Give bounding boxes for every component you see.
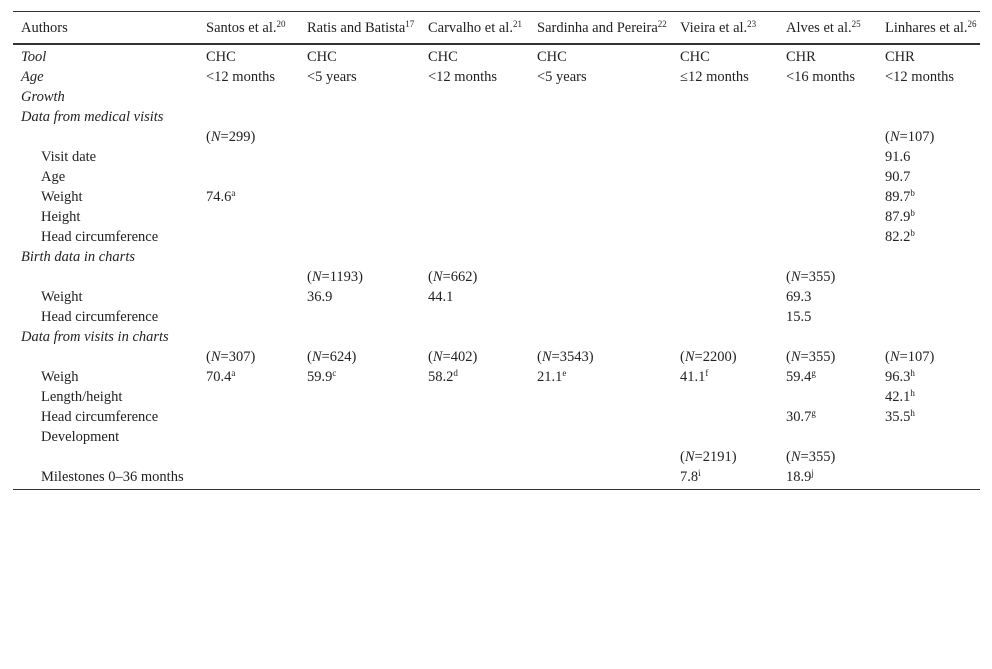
cell-value: 82.2 — [885, 229, 911, 245]
data-table — [13, 11, 980, 490]
footnote-marker: a — [231, 368, 236, 378]
table-row — [13, 227, 980, 247]
table-cell — [877, 407, 980, 427]
table-cell — [420, 247, 529, 267]
table-cell: <16 months — [786, 69, 856, 85]
table-cell — [877, 267, 980, 287]
footnote-marker: a — [231, 188, 236, 198]
cell-value: 21.1 — [537, 369, 563, 385]
table-cell: (N=662) — [428, 269, 478, 285]
table-cell — [198, 407, 299, 427]
table-cell — [198, 467, 299, 490]
table-cell — [529, 227, 672, 247]
section-label: Data from medical visits — [21, 109, 164, 125]
column-header — [778, 12, 877, 45]
row-label: Length/height — [41, 389, 123, 405]
table-cell — [778, 207, 877, 227]
table-cell — [877, 467, 980, 490]
column-author: Linhares et al. — [885, 20, 968, 36]
table-cell — [778, 327, 877, 347]
column-header — [877, 12, 980, 45]
n-label: N — [790, 269, 801, 285]
table-cell — [299, 187, 420, 207]
table-row — [13, 407, 980, 427]
table-cell: (N=624) — [307, 349, 357, 365]
section-label: Growth — [21, 89, 65, 105]
table-row — [13, 447, 980, 467]
table-cell — [672, 427, 778, 447]
table-row — [13, 107, 980, 127]
table-cell — [877, 147, 980, 167]
cell-value: 69.3 — [786, 289, 812, 305]
authors-header: Authors — [13, 12, 198, 45]
table-cell — [529, 307, 672, 327]
sample-size: =1193 — [321, 269, 359, 285]
column-author: Sardinha and Pereira — [537, 20, 658, 36]
table-cell — [198, 107, 299, 127]
table-cell — [877, 367, 980, 387]
table-cell — [198, 447, 299, 467]
table-cell — [529, 247, 672, 267]
table-cell — [877, 107, 980, 127]
table-cell: (N=2200) — [680, 349, 737, 365]
footnote-marker: i — [698, 468, 701, 478]
n-label: N — [790, 349, 801, 365]
cell-value: 42.1 — [885, 389, 911, 405]
row-label: Head circumference — [41, 409, 159, 425]
footnote-marker: h — [910, 388, 915, 398]
table-cell — [778, 247, 877, 267]
table-cell — [672, 147, 778, 167]
column-author: Ratis and Batista — [307, 20, 406, 36]
footnote-marker: f — [705, 368, 709, 378]
table-row — [13, 67, 980, 87]
table-header — [13, 12, 980, 45]
table-cell — [529, 187, 672, 207]
table-cell — [198, 167, 299, 187]
table-body — [13, 44, 980, 490]
table-cell — [420, 167, 529, 187]
table-cell: <12 months — [885, 69, 955, 85]
row-label: Visit date — [41, 149, 97, 165]
table-cell — [198, 207, 299, 227]
table-row — [13, 44, 980, 67]
n-label: N — [432, 269, 443, 285]
table-cell — [672, 247, 778, 267]
table-cell — [529, 107, 672, 127]
table-cell — [420, 367, 529, 387]
table-cell — [877, 247, 980, 267]
table-cell: <5 years — [307, 69, 357, 85]
table-cell — [299, 307, 420, 327]
n-label: N — [311, 349, 322, 365]
table-cell — [299, 247, 420, 267]
table-cell: CHC — [537, 49, 567, 65]
cell-value: 59.4 — [786, 369, 812, 385]
table-cell — [198, 247, 299, 267]
column-author: Santos et al. — [206, 20, 277, 36]
table-row — [13, 347, 980, 367]
n-label: N — [311, 269, 322, 285]
cell-value: 18.9 — [786, 469, 812, 485]
cell-value: 35.5 — [885, 409, 911, 425]
footnote-marker: g — [811, 368, 816, 378]
table-cell — [529, 287, 672, 307]
sample-size: =299 — [220, 129, 251, 145]
sample-size: =107 — [899, 129, 930, 145]
table-cell: CHC — [307, 49, 337, 65]
table-cell — [529, 407, 672, 427]
table-cell — [529, 267, 672, 287]
table-cell — [420, 227, 529, 247]
footnote-marker: b — [910, 228, 915, 238]
table-cell — [877, 87, 980, 107]
table-cell — [877, 327, 980, 347]
table-cell — [420, 207, 529, 227]
table-cell — [299, 367, 420, 387]
table-cell — [420, 147, 529, 167]
cell-value: 58.2 — [428, 369, 454, 385]
table-cell — [877, 387, 980, 407]
table-row — [13, 387, 980, 407]
row-label: Weigh — [41, 369, 79, 385]
column-ref: 20 — [276, 19, 286, 29]
column-author: Carvalho et al. — [428, 20, 513, 36]
table-cell — [778, 127, 877, 147]
row-label — [13, 127, 198, 147]
table-cell — [420, 287, 529, 307]
section-label: Birth data in charts — [21, 249, 135, 265]
table-cell — [299, 287, 420, 307]
table-cell — [198, 147, 299, 167]
table-cell — [529, 327, 672, 347]
table-cell — [877, 427, 980, 447]
table-cell — [529, 127, 672, 147]
table-cell — [672, 287, 778, 307]
table-cell — [299, 407, 420, 427]
table-cell — [198, 87, 299, 107]
table-cell — [529, 427, 672, 447]
n-label: N — [684, 449, 695, 465]
table-row — [13, 327, 980, 347]
cell-value: 41.1 — [680, 369, 706, 385]
table-cell: CHC — [680, 49, 710, 65]
table-cell — [529, 147, 672, 167]
table-cell — [198, 287, 299, 307]
table-cell: CHR — [786, 49, 816, 65]
column-ref: 26 — [967, 19, 977, 29]
table-row — [13, 147, 980, 167]
table-cell — [529, 447, 672, 467]
table-cell — [778, 147, 877, 167]
cell-value: 96.3 — [885, 369, 911, 385]
table-cell — [672, 407, 778, 427]
table-row — [13, 267, 980, 287]
table-cell — [198, 367, 299, 387]
table-cell — [778, 407, 877, 427]
table-row — [13, 307, 980, 327]
table-cell — [529, 367, 672, 387]
table-cell: (N=107) — [885, 349, 935, 365]
table-cell — [778, 227, 877, 247]
table-cell: (N=2191) — [680, 449, 737, 465]
table-row — [13, 287, 980, 307]
n-label: N — [889, 129, 900, 145]
sample-size: =3543 — [551, 349, 589, 365]
table-cell: <5 years — [537, 69, 587, 85]
table-cell — [672, 187, 778, 207]
table-cell — [299, 107, 420, 127]
column-author: Vieira et al. — [680, 20, 748, 36]
cell-value: 44.1 — [428, 289, 454, 305]
table-cell — [877, 167, 980, 187]
table-cell: (N=3543) — [537, 349, 594, 365]
table-cell — [420, 447, 529, 467]
table-cell — [299, 147, 420, 167]
table-cell — [420, 87, 529, 107]
table-cell — [778, 467, 877, 490]
table-cell — [299, 467, 420, 490]
row-label: Age — [41, 169, 66, 185]
footnote-marker: e — [562, 368, 567, 378]
row-label: Weight — [41, 289, 83, 305]
table-row — [13, 467, 980, 490]
table-cell — [778, 387, 877, 407]
table-cell — [299, 327, 420, 347]
sample-size: =307 — [220, 349, 251, 365]
table-cell — [299, 127, 420, 147]
footnote-marker: h — [910, 368, 915, 378]
section-label: Tool — [21, 49, 47, 65]
n-label: N — [790, 449, 801, 465]
table-cell — [198, 427, 299, 447]
table-cell — [672, 367, 778, 387]
table-cell — [672, 87, 778, 107]
column-author: Alves et al. — [786, 20, 852, 36]
table-row — [13, 207, 980, 227]
sample-size: =355 — [800, 269, 831, 285]
table-cell — [778, 87, 877, 107]
column-ref: 17 — [405, 19, 415, 29]
table-cell — [198, 267, 299, 287]
table-cell — [529, 387, 672, 407]
cell-value: 89.7 — [885, 189, 911, 205]
cell-value: 87.9 — [885, 209, 911, 225]
table-cell — [198, 307, 299, 327]
table-cell — [778, 427, 877, 447]
n-label: N — [541, 349, 552, 365]
table-cell — [778, 187, 877, 207]
footnote-marker: d — [453, 368, 458, 378]
sample-size: =624 — [321, 349, 352, 365]
sample-size: =355 — [800, 449, 831, 465]
row-label — [13, 447, 198, 467]
sample-size: =402 — [442, 349, 473, 365]
table-cell — [672, 227, 778, 247]
table-cell — [198, 187, 299, 207]
table-cell — [672, 167, 778, 187]
footnote-marker: g — [811, 408, 816, 418]
table-cell — [299, 167, 420, 187]
table-cell — [672, 387, 778, 407]
table-cell: (N=402) — [428, 349, 478, 365]
table-cell — [299, 427, 420, 447]
table-cell — [299, 207, 420, 227]
cell-value: 91.6 — [885, 149, 911, 165]
table-row — [13, 87, 980, 107]
table-cell — [877, 187, 980, 207]
table-cell — [420, 307, 529, 327]
column-header — [529, 12, 672, 45]
table-cell — [877, 307, 980, 327]
table-cell: (N=1193) — [307, 269, 363, 285]
column-ref: 21 — [512, 19, 522, 29]
header-row — [13, 12, 980, 45]
row-label — [13, 347, 198, 367]
table-cell — [672, 107, 778, 127]
footnote-marker: h — [910, 408, 915, 418]
row-label: Weight — [41, 189, 83, 205]
table-cell — [778, 307, 877, 327]
column-ref: 25 — [851, 19, 861, 29]
table-cell — [198, 227, 299, 247]
footnote-marker: b — [910, 188, 915, 198]
table-cell — [529, 167, 672, 187]
table-row — [13, 187, 980, 207]
table-cell — [778, 367, 877, 387]
sample-size: =662 — [442, 269, 473, 285]
row-label: Head circumference — [41, 229, 159, 245]
cell-value: 30.7 — [786, 409, 812, 425]
table-row — [13, 167, 980, 187]
table-cell: <12 months — [428, 69, 498, 85]
table-row — [13, 127, 980, 147]
n-label: N — [210, 129, 221, 145]
table-cell — [672, 127, 778, 147]
table-cell — [420, 467, 529, 490]
column-header — [420, 12, 529, 45]
table-row — [13, 367, 980, 387]
column-header — [672, 12, 778, 45]
cell-value: 90.7 — [885, 169, 911, 185]
table-cell — [778, 167, 877, 187]
table-cell: (N=107) — [885, 129, 935, 145]
column-ref: 22 — [657, 19, 667, 29]
table-cell — [877, 287, 980, 307]
table-cell — [529, 467, 672, 490]
section-label: Age — [21, 69, 44, 85]
sample-size: =355 — [800, 349, 831, 365]
footnote-marker: j — [811, 468, 814, 478]
table-cell — [877, 227, 980, 247]
table-cell — [877, 207, 980, 227]
cell-value: 7.8 — [680, 469, 699, 485]
row-label: Development — [41, 429, 120, 445]
table-cell — [420, 407, 529, 427]
row-label: Milestones 0–36 months — [13, 467, 198, 490]
table-cell — [778, 287, 877, 307]
column-header — [299, 12, 420, 45]
table-cell: (N=299) — [206, 129, 256, 145]
table-cell: CHR — [885, 49, 915, 65]
table-cell: (N=355) — [786, 269, 836, 285]
table-cell — [529, 207, 672, 227]
table-cell — [672, 327, 778, 347]
n-label: N — [684, 349, 695, 365]
table-cell — [778, 107, 877, 127]
row-label: Head circumference — [41, 309, 159, 325]
table-cell — [420, 327, 529, 347]
table-cell — [299, 87, 420, 107]
column-ref: 23 — [747, 19, 757, 29]
table-cell — [299, 227, 420, 247]
table-cell — [672, 207, 778, 227]
n-label: N — [889, 349, 900, 365]
n-label: N — [432, 349, 443, 365]
table-cell — [299, 447, 420, 467]
table-cell: ≤12 months — [680, 69, 749, 85]
table-cell — [672, 467, 778, 490]
column-header — [198, 12, 299, 45]
table-cell — [198, 387, 299, 407]
table-cell — [420, 427, 529, 447]
table-cell: CHC — [206, 49, 236, 65]
cell-value: 59.9 — [307, 369, 333, 385]
sample-size: =2200 — [694, 349, 732, 365]
table-cell — [299, 387, 420, 407]
cell-value: 15.5 — [786, 309, 812, 325]
section-label: Data from visits in charts — [21, 329, 169, 345]
table-cell — [420, 127, 529, 147]
table-cell: (N=307) — [206, 349, 256, 365]
table-cell — [420, 387, 529, 407]
table-cell: CHC — [428, 49, 458, 65]
sample-size: =107 — [899, 349, 930, 365]
cell-value: 74.6 — [206, 189, 232, 205]
table-row — [13, 427, 980, 447]
footnote-marker: c — [332, 368, 337, 378]
table-row — [13, 247, 980, 267]
cell-value: 70.4 — [206, 369, 232, 385]
n-label: N — [210, 349, 221, 365]
row-label — [13, 267, 198, 287]
table-cell — [198, 327, 299, 347]
table-cell — [420, 187, 529, 207]
row-label: Height — [41, 209, 81, 225]
cell-value: 36.9 — [307, 289, 333, 305]
footnote-marker: b — [910, 208, 915, 218]
table-cell — [672, 267, 778, 287]
table-cell — [672, 307, 778, 327]
table-cell — [529, 87, 672, 107]
sample-size: =2191 — [694, 449, 732, 465]
table-cell — [420, 107, 529, 127]
table-cell: <12 months — [206, 69, 276, 85]
table-cell: (N=355) — [786, 349, 836, 365]
table-cell: (N=355) — [786, 449, 836, 465]
table-cell — [877, 447, 980, 467]
